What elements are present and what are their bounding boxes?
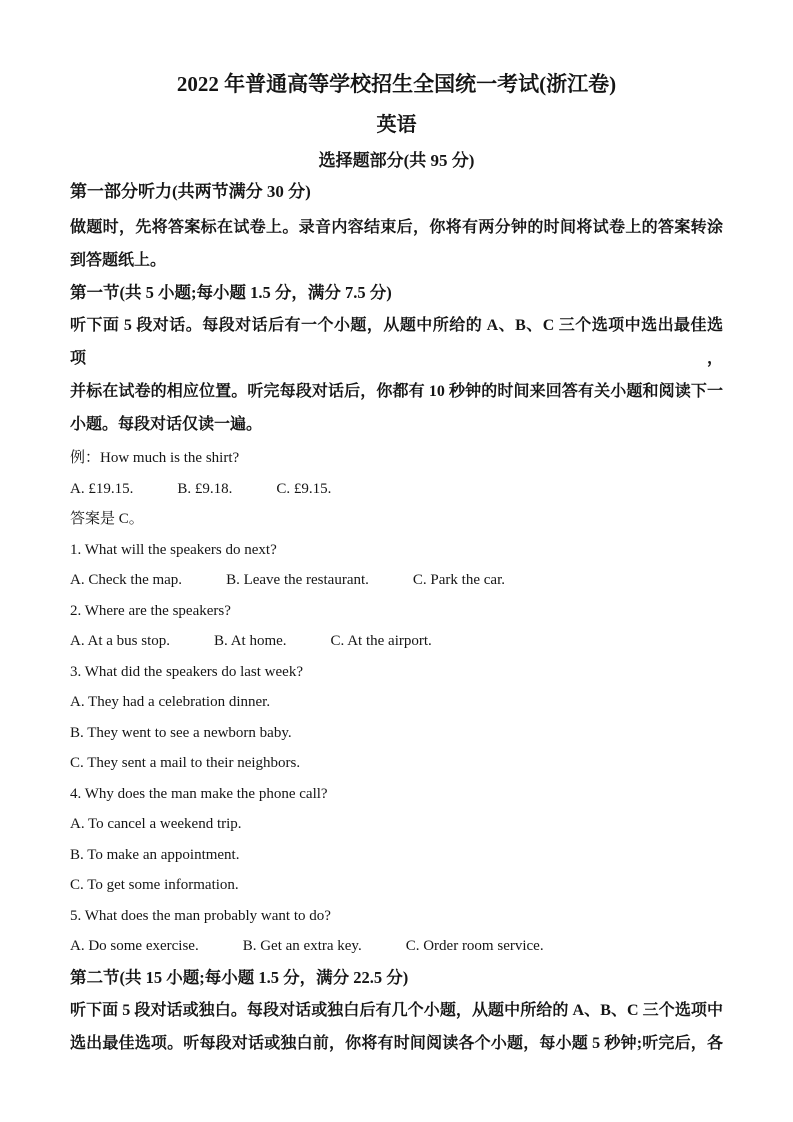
example-prompt: 例：How much is the shirt?	[70, 450, 240, 466]
question-3-stem: 3. What did the speakers do last week?	[70, 663, 303, 680]
exam-subject: 英语	[376, 114, 417, 136]
section2-instruction-line-2: 选出最佳选项。听每段对话或独白前，你将有时间阅读各个小题，每小题 5 秒钟;听完后，各	[70, 1034, 723, 1052]
question-1-stem: 1. What will the speakers do next?	[70, 541, 277, 558]
section1-instruction-line-1: 听下面 5 段对话。每段对话后有一个小题，从题中所给的 A、B、C 三个选项中选出最佳选项，	[70, 317, 723, 367]
example-answer: 答案是 C。	[70, 511, 144, 527]
section2-instruction-line-1: 听下面 5 段对话或独白。每段对话或独白后有几个小题，从题中所给的 A、B、C 三个选项中	[70, 1001, 723, 1019]
part1-note-line-2: 到答题纸上。	[70, 252, 167, 269]
question-2-option-a: A. At a bus stop.	[70, 633, 171, 649]
question-4-option-c: C. To get some information.	[70, 877, 239, 893]
question-2-option-b: B. At home.	[214, 633, 287, 649]
exam-title: 2022 年普通高等学校招生全国统一考试(浙江卷)	[176, 72, 617, 96]
question-4-stem: 4. Why does the man make the phone call?	[70, 785, 328, 802]
question-5-option-b: B. Get an extra key.	[242, 938, 362, 954]
question-4-option-b: B. To make an appointment.	[70, 846, 240, 863]
question-1-option-c: C. Park the car.	[412, 572, 505, 588]
question-1-option-a: A. Check the map.	[70, 572, 183, 588]
question-5-options-row	[70, 931, 723, 962]
questions-block	[70, 443, 723, 962]
question-5-option-a: A. Do some exercise.	[70, 938, 199, 954]
question-1-option-b: B. Leave the restaurant.	[226, 572, 369, 588]
question-2-options-row	[70, 626, 723, 657]
choice-part-header: 选择题部分(共 95 分)	[318, 151, 475, 170]
part1-listening-header: 第一部分听力(共两节满分 30 分)	[70, 182, 311, 201]
question-3-option-c: C. They sent a mail to their neighbors.	[70, 755, 301, 771]
example-option-b: B. £9.18.	[177, 480, 233, 497]
section2-header: 第二节(共 15 小题;每小题 1.5 分，满分 22.5 分)	[70, 967, 409, 987]
example-options-row	[70, 474, 723, 505]
example-option-a: A. £19.15.	[70, 480, 134, 497]
section1-instruction-line-3: 小题。每段对话仅读一遍。	[70, 416, 263, 433]
question-5-stem: 5. What does the man probably want to do?	[70, 907, 331, 924]
section1-header: 第一节(共 5 小题;每小题 1.5 分，满分 7.5 分)	[70, 283, 392, 302]
question-2-option-c: C. At the airport.	[330, 633, 432, 649]
part1-note-line-1: 做题时，先将答案标在试卷上。录音内容结束后，你将有两分钟的时间将试卷上的答案转涂	[70, 219, 723, 236]
section1-instruction-line-2: 并标在试卷的相应位置。听完每段对话后，你都有 10 秒钟的时间来回答有关小题和阅读下一	[70, 383, 723, 400]
question-4-option-a: A. To cancel a weekend trip.	[70, 816, 242, 832]
question-3-option-a: A. They had a celebration dinner.	[70, 694, 271, 710]
example-option-c: C. £9.15.	[276, 480, 332, 497]
question-5-option-c: C. Order room service.	[405, 938, 544, 954]
question-2-stem: 2. Where are the speakers?	[70, 602, 231, 619]
question-1-options-row	[70, 565, 723, 596]
question-3-option-b: B. They went to see a newborn baby.	[70, 724, 292, 741]
